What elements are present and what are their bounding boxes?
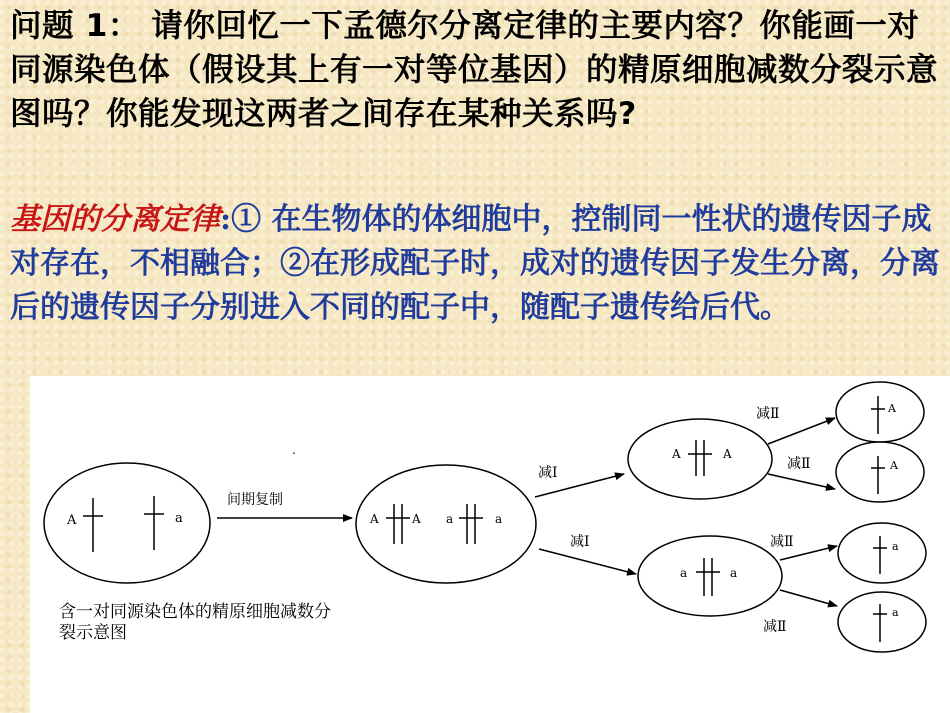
law-separator: : (220, 202, 232, 237)
allele-label: a (730, 566, 738, 580)
law-statement (10, 198, 945, 330)
arrow-label: 间期复制 (227, 492, 283, 508)
allele-label: a (680, 566, 688, 580)
allele-label: A (890, 459, 898, 472)
allele-label: A (672, 447, 681, 461)
gamete-2 (836, 442, 924, 502)
arrow-label: 减Ⅱ (770, 534, 794, 550)
arrow-label: 减Ⅰ (538, 465, 558, 481)
allele-label: A (888, 402, 896, 415)
gamete-1 (836, 382, 924, 442)
arrow-label: 减Ⅱ (763, 619, 787, 635)
law-title: 基因的分离定律 (10, 202, 220, 237)
replicated-cell (356, 465, 536, 583)
law-body: ① 在生物体的体细胞中，控制同一性状的遗传因子成对存在，不相融合；②在形成配子时，成对的遗传因子发生分离，分离后的遗传因子分别进入不同的配子中，随配子遗传给后代。 (10, 202, 940, 325)
allele-label: a (495, 512, 503, 526)
allele-label: a (892, 540, 899, 553)
meiosis-diagram (30, 376, 950, 713)
stray-dot: . (292, 443, 296, 457)
allele-label: A (67, 513, 77, 528)
gamete-4 (838, 592, 926, 652)
arrow-label: 减Ⅰ (570, 534, 590, 550)
arrow-meiosis2-3 (770, 534, 837, 560)
allele-label: A (370, 512, 379, 526)
arrow-meiosis1-bottom (539, 534, 636, 574)
question-text: 问题 1： 请你回忆一下孟德尔分离定律的主要内容？你能画一对同源染色体（假设其上有一对等位基因）的精原细胞减数分裂示意图吗？你能发现这两者之间存在某种关系吗? (10, 8, 939, 132)
secondary-cell-bottom (638, 536, 782, 616)
arrow-label: 减Ⅱ (756, 406, 780, 422)
arrow-meiosis1-top (535, 465, 624, 497)
gamete-3 (838, 523, 926, 583)
parent-cell (44, 463, 210, 583)
allele-label: a (446, 512, 454, 526)
arrow-label: 减Ⅱ (787, 456, 811, 472)
allele-label: A (412, 512, 421, 526)
diagram-caption-line2: 裂示意图 (59, 623, 127, 643)
arrow-meiosis2-4 (763, 590, 837, 635)
allele-label: a (892, 606, 899, 619)
diagram-caption-line1: 含一对同源染色体的精原细胞减数分 (59, 602, 331, 622)
arrow-interphase (217, 492, 352, 518)
secondary-cell-top (628, 419, 772, 499)
allele-label: A (723, 447, 732, 461)
arrow-meiosis2-2 (768, 456, 835, 489)
arrow-meiosis2-1 (756, 406, 835, 444)
allele-label: a (175, 511, 183, 526)
